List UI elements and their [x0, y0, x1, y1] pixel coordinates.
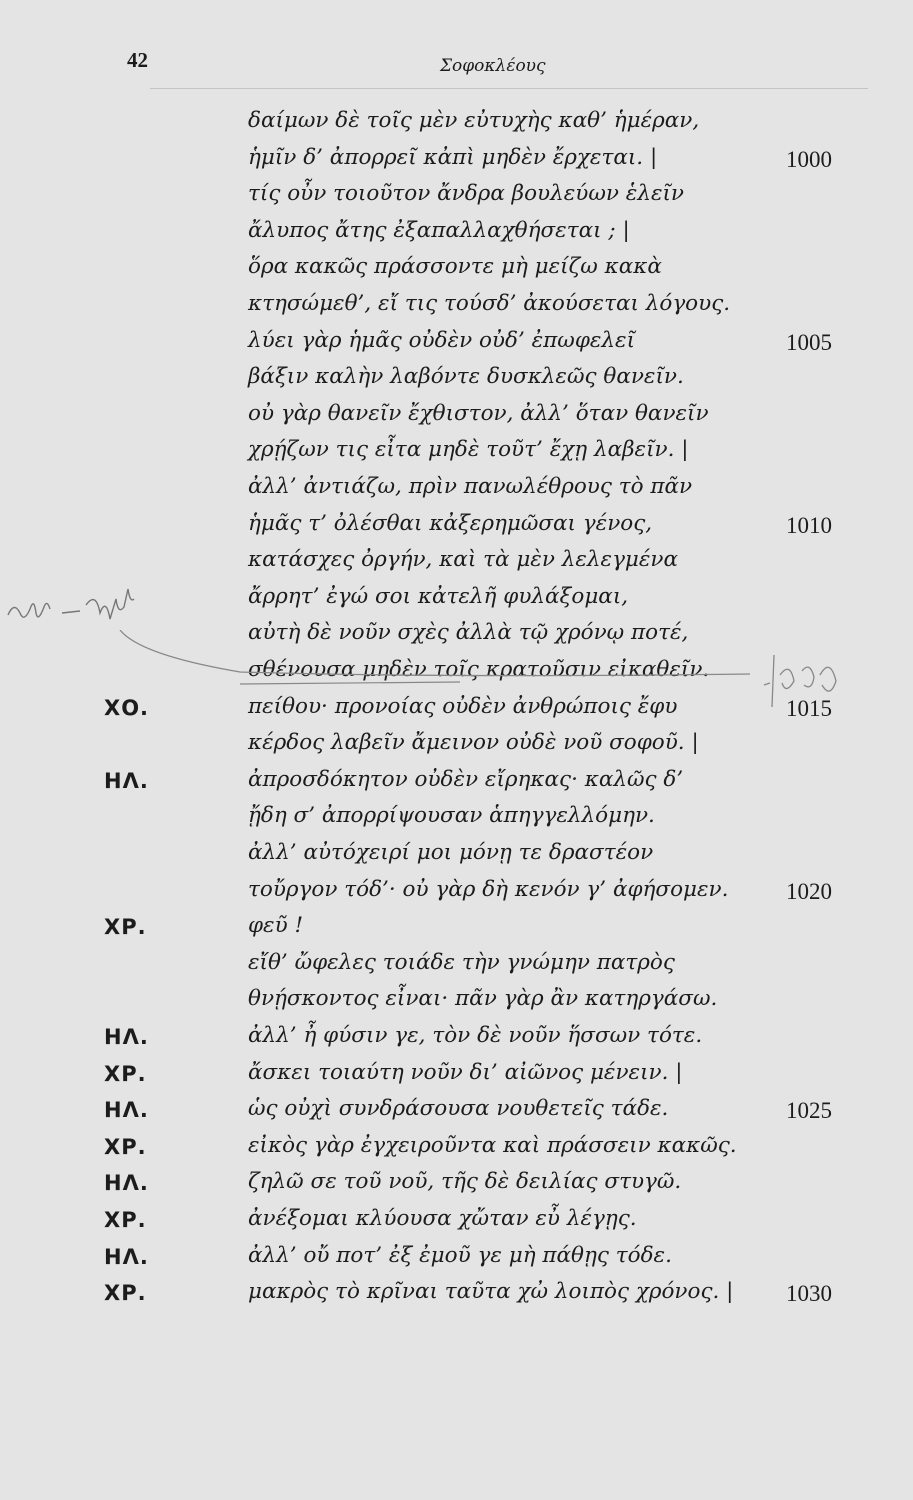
verse-line [0, 803, 913, 839]
verse-text: δαίμων δὲ τοῖς μὲν εὐτυχὴς καθ’ ἡμέραν, [248, 108, 700, 133]
verse-line [0, 730, 913, 766]
speaker-label: ΧΟ. [104, 695, 150, 720]
verse-text: ζηλῶ σε τοῦ νοῦ, τῆς δὲ δειλίας στυγῶ. [248, 1169, 682, 1195]
verse-text: ἀπροσδόκητον οὐδὲν εἴρηκας· καλῶς δ’ [248, 766, 684, 792]
verse-line [0, 1096, 913, 1132]
verse-text: ἀλλ’ αὐτόχειρί μοι μόνῃ τε δραστέον [248, 840, 654, 865]
verse-text: ἄσκει τοιαύτη νοῦν δι’ αἰῶνος μένειν. | [248, 1059, 683, 1085]
verse-text: τοὔργον τόδ’· οὐ γὰρ δὴ κενόν γ’ ἀφήσομεν. [248, 876, 729, 902]
verse-line [0, 145, 913, 181]
verse-line [0, 1060, 913, 1096]
verse-line [0, 1206, 913, 1242]
verse-text: ἡμῖν δ’ ἀπορρεῖ κἀπὶ μηδὲν ἔρχεται. | [248, 144, 658, 170]
verse-text: ὡς οὐχὶ συνδράσουσα νουθετεῖς τάδε. [248, 1096, 669, 1122]
verse-text: ἄρρητ’ ἐγώ σοι κἀτελῆ φυλάξομαι, [248, 583, 629, 609]
verse-line [0, 181, 913, 217]
running-head: Σοφοκλέους [440, 56, 546, 76]
verse-text: ὅρα κακῶς πράσσοντε μὴ μείζω κακὰ [248, 254, 662, 280]
verse-text: εἰκὸς γὰρ ἐγχειροῦντα καὶ πράσσειν κακῶς. [248, 1132, 737, 1158]
verse-line [0, 950, 913, 986]
verse-line [0, 986, 913, 1022]
verse-text: χρῄζων τις εἶτα μηδὲ τοῦτ’ ἔχῃ λαβεῖν. | [248, 437, 689, 463]
verse-line [0, 254, 913, 290]
verse-text: θνῄσκοντος εἶναι· πᾶν γὰρ ἂν κατηργάσω. [248, 986, 718, 1012]
verse-line [0, 1243, 913, 1279]
verse-line [0, 840, 913, 876]
verse-text: ἀνέξομαι κλύουσα χὤταν εὖ λέγῃς. [248, 1206, 637, 1231]
verse-line [0, 218, 913, 254]
line-number: 1010 [786, 512, 832, 538]
verse-text: ἀλλ’ ἦ φύσιν γε, τὸν δὲ νοῦν ἥσσων τότε. [248, 1023, 703, 1048]
line-number: 1030 [786, 1281, 832, 1307]
speaker-label: ΗΛ. [104, 1244, 149, 1269]
verse-text: σθένουσα μηδὲν τοῖς κρατοῦσιν εἰκαθεῖν. [248, 657, 710, 682]
speaker-label: ΗΛ. [104, 1171, 149, 1196]
verse-text: φεῦ ! [248, 913, 304, 939]
handwritten-margin-note-right [758, 645, 868, 715]
verse-text: ᾔδη σ’ ἀπορρίψουσαν ἁπηγγελλόμην. [248, 803, 655, 829]
speaker-label: ΧΡ. [104, 1208, 147, 1232]
verse-line [0, 511, 913, 547]
page-number: 42 [127, 48, 148, 72]
verse-line [0, 1023, 913, 1059]
speaker-label: ΧΡ. [104, 915, 147, 940]
verse-text: κέρδος λαβεῖν ἄμεινον οὐδὲ νοῦ σοφοῦ. | [248, 730, 699, 756]
verse-line [0, 291, 913, 327]
verse-line [0, 328, 913, 364]
verse-line [0, 401, 913, 437]
header-rule [150, 88, 868, 89]
line-number: 1015 [786, 695, 832, 721]
verse-text: μακρὸς τὸ κρῖναι ταῦτα χὠ λοιπὸς χρόνος. | [248, 1279, 734, 1305]
verse-text: κτησώμεθ’, εἴ τις τούσδ’ ἀκούσεται λόγους. [248, 291, 731, 316]
speaker-label: ΧΡ. [104, 1061, 147, 1086]
verse-text: ἀλλ’ ἀντιάζω, πρὶν πανωλέθρους τὸ πᾶν [248, 474, 693, 499]
verse-line [0, 1169, 913, 1205]
verse-line [0, 877, 913, 913]
line-number: 1025 [786, 1098, 832, 1124]
verse-text: τίς οὖν τοιοῦτον ἄνδρα βουλεύων ἑλεῖν [248, 181, 684, 207]
line-number: 1020 [786, 878, 832, 904]
handwritten-underline [100, 630, 760, 700]
speaker-label: ΗΛ. [104, 1025, 149, 1049]
verse-text: ἄλυπος ἄτης ἐξαπαλλαχθήσεται ; | [248, 217, 630, 243]
speaker-label: ΗΛ. [104, 768, 149, 793]
speaker-label: ΧΡ. [104, 1134, 147, 1159]
speaker-label: ΧΡ. [104, 1281, 147, 1306]
line-number: 1000 [786, 146, 832, 172]
verse-text: οὐ γὰρ θανεῖν ἔχθιστον, ἀλλ’ ὅταν θανεῖν [248, 400, 709, 426]
verse-text: ἡμᾶς τ’ ὀλέσθαι κἀξερημῶσαι γένος, [248, 510, 653, 536]
verse-line [0, 1133, 913, 1169]
verse-line [0, 437, 913, 473]
verse-text: πείθου· προνοίας οὐδὲν ἀνθρώποις ἔφυ [248, 693, 678, 719]
speaker-label: ΗΛ. [104, 1098, 149, 1123]
verse-text: εἴθ’ ὤφελες τοιάδε τὴν γνώμην πατρὸς [248, 949, 675, 975]
verse-text: κατάσχες ὀργήν, καὶ τὰ μὲν λελεγμένα [248, 547, 679, 573]
verse-line [0, 108, 913, 144]
verse-text: βάξιν καλὴν λαβόντε δυσκλεῶς θανεῖν. [248, 364, 684, 390]
verse-line [0, 474, 913, 510]
verse-text: ἀλλ’ οὔ ποτ’ ἐξ ἐμοῦ γε μὴ πάθῃς τόδε. [248, 1242, 672, 1268]
verse-text: λύει γὰρ ἡμᾶς οὐδὲν οὐδ’ ἐπωφελεῖ [248, 327, 635, 353]
verse-line [0, 1279, 913, 1315]
line-number: 1005 [786, 329, 832, 355]
verse-line [0, 767, 913, 803]
verse-line [0, 364, 913, 400]
verse-line [0, 913, 913, 949]
verse-text: αὐτὴ δὲ νοῦν σχὲς ἀλλὰ τῷ χρόνῳ ποτέ, [248, 620, 689, 646]
